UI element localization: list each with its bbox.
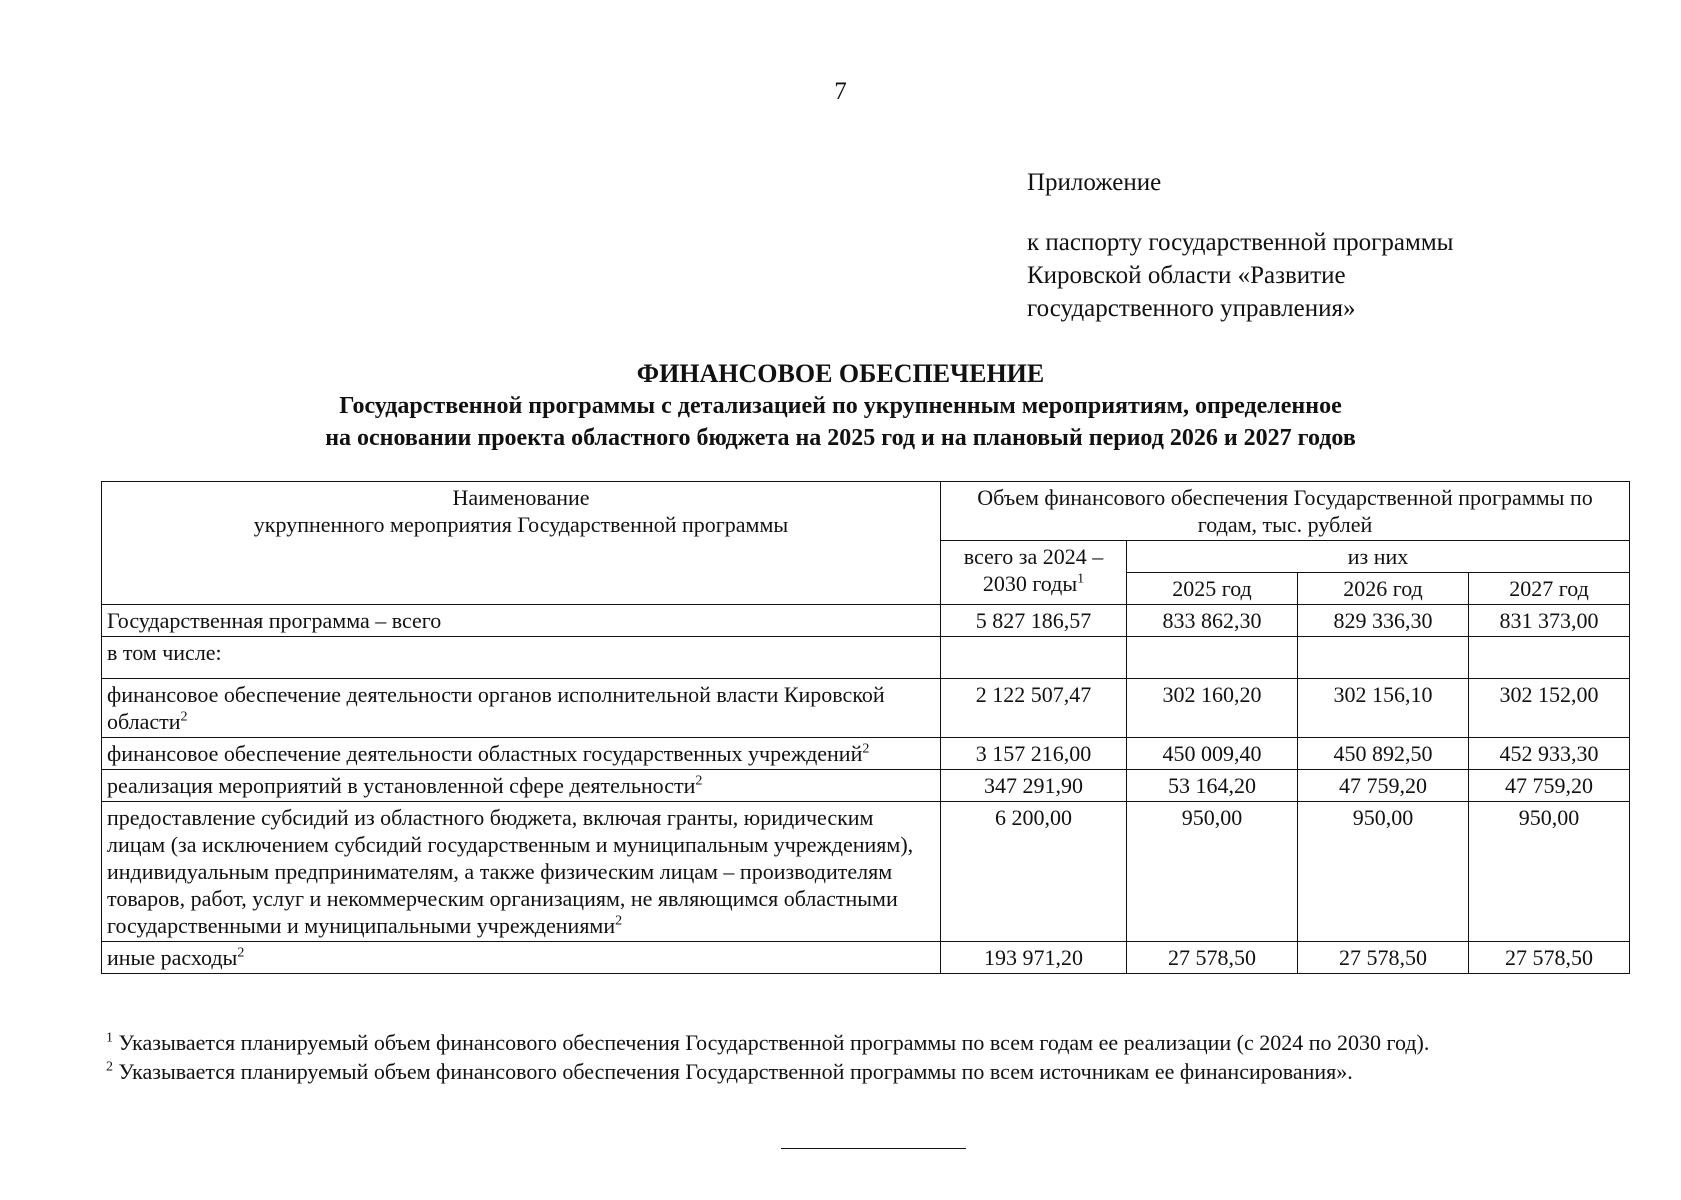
row-name-cell: финансовое обеспечение деятельности органов исполнительной власти Кировской области$^2$: [102, 679, 941, 738]
table-row: [102, 802, 1630, 942]
header-financing-volume: Объем финансового обеспечения Государственной программы по годам, тыс. рублей: [941, 482, 1630, 541]
row-2026-cell: 829 336,30: [1298, 605, 1469, 637]
header-year-2025: 2025 год: [1127, 573, 1298, 605]
header-year-2027: 2027 год: [1469, 573, 1630, 605]
row-total-cell: 5 827 186,57: [941, 605, 1127, 637]
header-of-them: из них: [1127, 541, 1630, 573]
row-2025-cell: 450 009,40: [1127, 738, 1298, 770]
header-activity-name: Наименование укрупненного мероприятия Государственной программы: [102, 482, 941, 605]
row-2026-cell: 47 759,20: [1298, 770, 1469, 802]
table-row: [102, 637, 1630, 679]
appendix-text: к паспорту государственной программы Кировской области «Развитие государственного управления»: [1027, 229, 1454, 322]
closing-rule: [781, 1148, 966, 1149]
heading-title: ФИНАНСОВОЕ ОБЕСПЕЧЕНИЕ: [636, 359, 1045, 388]
row-2027-cell: [1469, 637, 1630, 679]
table-row: [102, 770, 1630, 802]
row-name-cell: иные расходы$^2$: [102, 942, 941, 974]
financing-table: [101, 481, 1630, 974]
footnote-mark: 1: [1077, 571, 1085, 587]
row-2027-cell: 302 152,00: [1469, 679, 1630, 738]
row-2025-cell: 53 164,20: [1127, 770, 1298, 802]
row-2027-cell: 27 578,50: [1469, 942, 1630, 974]
table-row: [102, 679, 1630, 738]
heading-subtitle-line1: Государственной программы с детализацией по укрупненным мероприятиям, определенное: [339, 393, 1342, 419]
row-2026-cell: 450 892,50: [1298, 738, 1469, 770]
row-2025-cell: 27 578,50: [1127, 942, 1298, 974]
row-total-cell: 3 157 216,00: [941, 738, 1127, 770]
heading-subtitle-line2: на основании проекта областного бюджета на 2025 год и на плановый период 2026 и 2027 годов: [325, 425, 1356, 451]
row-2027-cell: 47 759,20: [1469, 770, 1630, 802]
appendix-title: Приложение: [1027, 169, 1162, 196]
page-number: 7: [834, 78, 847, 105]
table-row: [102, 605, 1630, 637]
row-2025-cell: 950,00: [1127, 802, 1298, 942]
row-name-cell: финансовое обеспечение деятельности областных государственных учреждений$^2$: [102, 738, 941, 770]
table-header-row: [102, 482, 1630, 541]
footnotes: [106, 1028, 1626, 1086]
footnote-1: $^1$ Указывается планируемый объем финансового обеспечения Государственной программы по всем годам ее реализации (с 2024 по 2030 год).: [106, 1030, 1430, 1055]
table-row: [102, 738, 1630, 770]
header-year-2026: 2026 год: [1298, 573, 1469, 605]
row-name-cell: в том числе:: [102, 637, 941, 679]
row-name-cell: предоставление субсидий из областного бюджета, включая гранты, юридическим лицам (за исключением субсидий государственным и муниципальным учреждениям), индивидуальным предпринимателям, а также физическим лицам – производителям товаров, работ, услуг и некоммерческим организациям, не являющимся областными государственными и муниципальными учреждениями$^2$: [102, 802, 941, 942]
row-2027-cell: 452 933,30: [1469, 738, 1630, 770]
row-total-cell: [941, 637, 1127, 679]
row-2025-cell: 302 160,20: [1127, 679, 1298, 738]
row-2027-cell: 831 373,00: [1469, 605, 1630, 637]
row-2026-cell: 950,00: [1298, 802, 1469, 942]
row-total-cell: 2 122 507,47: [941, 679, 1127, 738]
appendix-block: [1027, 166, 1587, 325]
row-2025-cell: 833 862,30: [1127, 605, 1298, 637]
row-total-cell: 6 200,00: [941, 802, 1127, 942]
row-name-cell: Государственная программа – всего: [102, 605, 941, 637]
table-row: [102, 942, 1630, 974]
row-total-cell: 193 971,20: [941, 942, 1127, 974]
row-2026-cell: 302 156,10: [1298, 679, 1469, 738]
row-2026-cell: 27 578,50: [1298, 942, 1469, 974]
row-total-cell: 347 291,90: [941, 770, 1127, 802]
document-heading: [0, 358, 1681, 454]
row-name-cell: реализация мероприятий в установленной сфере деятельности$^2$: [102, 770, 941, 802]
footnote-2: $^2$ Указывается планируемый объем финансового обеспечения Государственной программы по всем источникам ее финансирования».: [106, 1059, 1353, 1084]
row-2025-cell: [1127, 637, 1298, 679]
header-total: всего за 2024 – 2030 годы$^1$: [941, 541, 1127, 605]
row-2027-cell: 950,00: [1469, 802, 1630, 942]
row-2026-cell: [1298, 637, 1469, 679]
